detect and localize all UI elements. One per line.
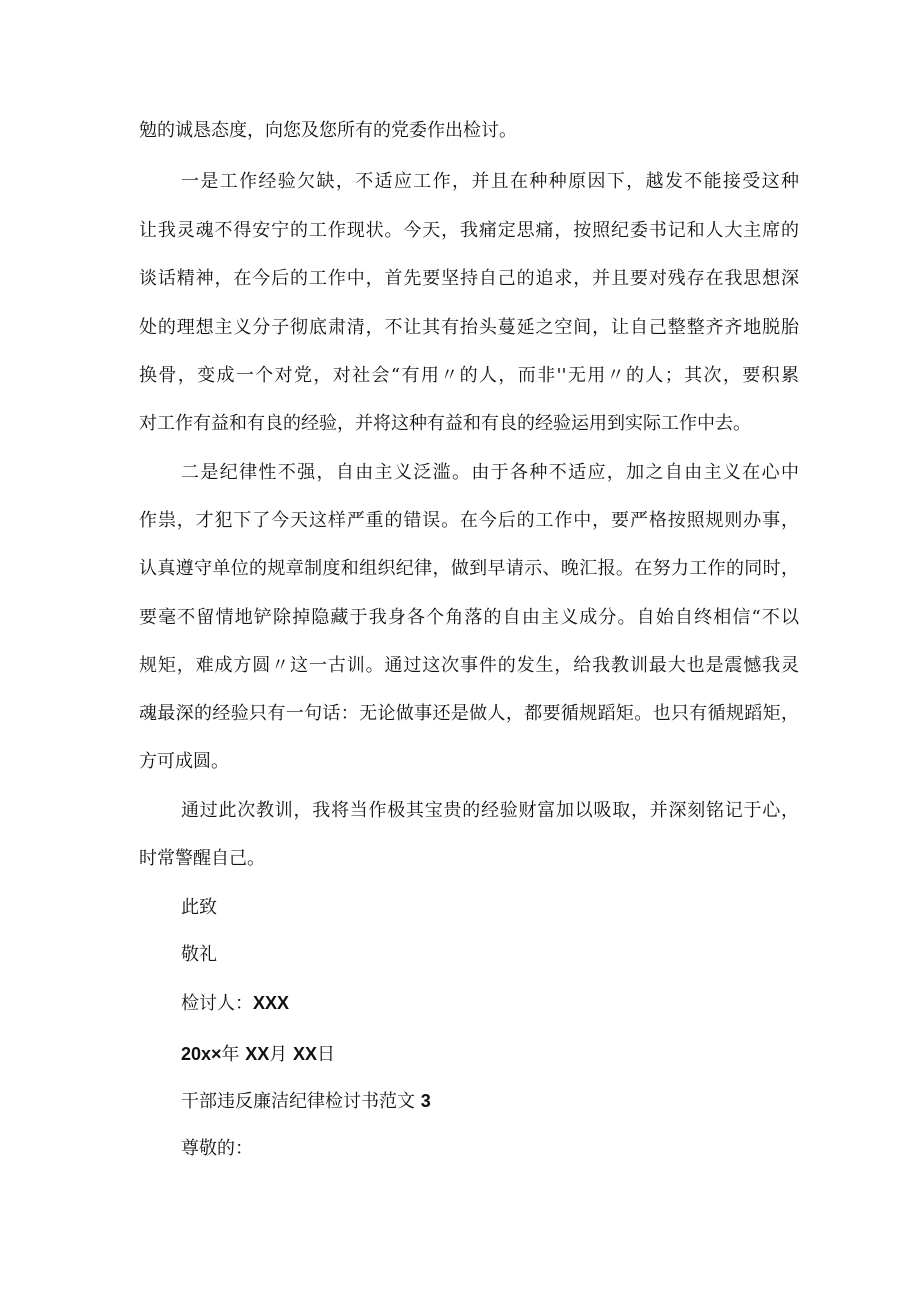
signer-name: XXX [253, 993, 290, 1013]
paragraph-1-line: 对工作有益和有良的经验，并将这种有益和有良的经验运用到实际工作中去。 [139, 413, 751, 434]
salutation-jing-li: 敬礼 [181, 944, 217, 965]
paragraph-2-line: 认真遵守单位的规章制度和组织纪律，做到早请示、晚汇报。在努力工作的同时， [139, 558, 799, 579]
paragraph-1-line: 让我灵魂不得安宁的工作现状。今天，我痛定思痛，按照纪委书记和人大主席的 [139, 220, 799, 241]
date-day: XX [293, 1044, 318, 1064]
date-day-unit: 日 [317, 1044, 336, 1065]
paragraph-2-line: 二是纪律性不强，自由主义泛滥。由于各种不适应，加之自由主义在心中 [181, 462, 799, 483]
date-year: 20x× [181, 1044, 222, 1064]
intro-line: 勉的诚恳态度，向您及您所有的党委作出检讨。 [139, 120, 517, 141]
paragraph-2-line: 要毫不留情地铲除掉隐藏于我身各个角落的自由主义成分。自始自终相信“不以 [139, 607, 799, 628]
paragraph-1-line: 处的理想主义分子彻底肃清，不让其有抬头蔓延之空间，让自己整整齐齐地脱胎 [139, 317, 799, 338]
signer-label: 检讨人： [181, 993, 253, 1014]
paragraph-3-line: 时常警醒自己。 [139, 848, 265, 869]
date-month-unit: 月 [269, 1044, 288, 1065]
paragraph-2-line: 作祟，才犯下了今天这样严重的错误。在今后的工作中，要严格按照规则办事， [139, 510, 799, 531]
next-section-title-number: 3 [420, 1091, 431, 1111]
next-section-title [181, 1089, 431, 1114]
paragraph-1-line: 一是工作经验欠缺，不适应工作，并且在种种原因下，越发不能接受这种 [181, 171, 799, 192]
paragraph-2-line: 方可成圆。 [139, 751, 229, 772]
greeting: 尊敬的： [181, 1138, 253, 1159]
salutation-ci-zhi: 此致 [181, 897, 217, 918]
date-month: XX [245, 1044, 270, 1064]
date-year-unit: 年 [221, 1044, 240, 1065]
signer-line [181, 991, 289, 1016]
next-section-title-text: 干部违反廉洁纪律检讨书范文 [181, 1091, 415, 1112]
paragraph-2-line: 规矩，难成方圆〃这一古训。通过这次事件的发生，给我教训最大也是震憾我灵 [139, 655, 799, 676]
paragraph-1-line: 换骨，变成一个对党，对社会“有用〃的人，而非''无用〃的人；其次，要积累 [139, 365, 799, 386]
date-line [181, 1042, 335, 1067]
paragraph-3-line: 通过此次教训，我将当作极其宝贵的经验财富加以吸取，并深刻铭记于心， [181, 800, 799, 821]
paragraph-1-line: 谈话精神，在今后的工作中，首先要坚持自己的追求，并且要对残存在我思想深 [139, 268, 799, 289]
paragraph-2-line: 魂最深的经验只有一句话：无论做事还是做人，都要循规蹈矩。也只有循规蹈矩， [139, 703, 799, 724]
